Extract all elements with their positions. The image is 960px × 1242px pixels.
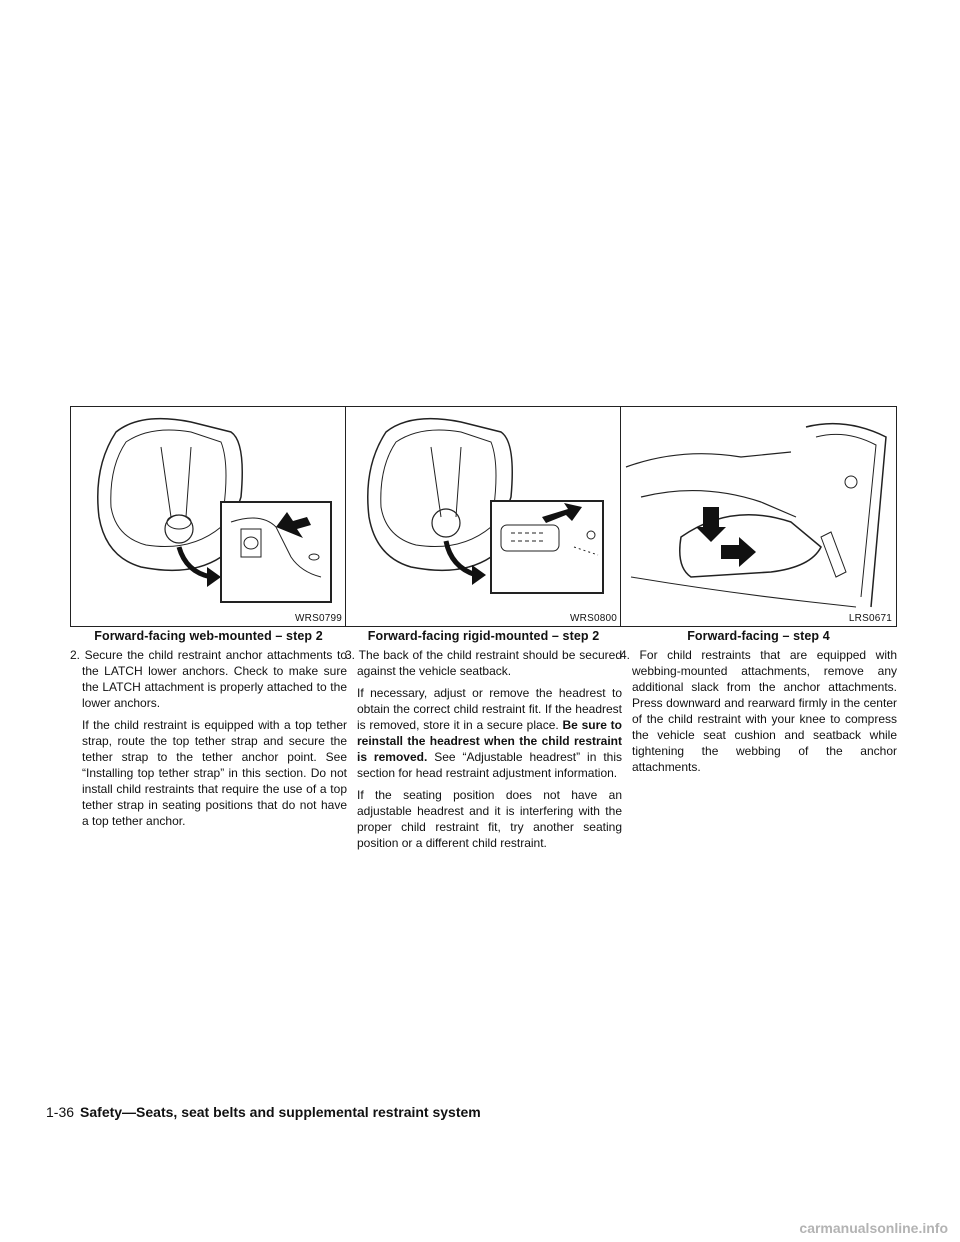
figure-caption: Forward-facing web-mounted – step 2 xyxy=(94,629,323,643)
child-seat-web-mounted-illustration xyxy=(71,407,346,626)
figure-caption: Forward-facing rigid-mounted – step 2 xyxy=(367,629,600,643)
column-1 xyxy=(70,406,347,829)
step-3-headrest-intro: If necessary, adjust or remove the headrest to obtain the correct child restraint fit. If the headrest is removed, store it in a secure place. xyxy=(357,686,622,732)
step-3-alternate-text: If the seating position does not have an adjustable headrest and it is interfering with the proper child restraint fit, try another seating position or a different child restraint. xyxy=(357,788,622,850)
figure-code: LRS0671 xyxy=(848,613,892,624)
figure-rigid-mounted xyxy=(345,406,622,627)
knee-press-illustration xyxy=(621,407,896,626)
figure-code: WRS0800 xyxy=(570,613,617,624)
step-2-text: 2. Secure the child restraint anchor attachments to the LATCH lower anchors. Check to make sure the LATCH attachment is properly attached to the lower anchors. xyxy=(70,648,347,710)
figure-forward-facing-step4 xyxy=(620,406,897,627)
page-footer xyxy=(46,1104,481,1120)
step-2-tether-text: If the child restraint is equipped with a top tether strap, route the top tether strap and secure the tether strap to the tether anchor point. See “Installing top tether strap” in this section. Do not install child restraints that require the use of a top tether strap in seating positions that do not have a top tether anchor. xyxy=(82,718,347,828)
step-3-headrest-text xyxy=(357,685,622,781)
step-3-headrest-warning: Be sure to reinstall the headrest when the child restraint is removed. xyxy=(357,718,622,764)
child-seat-rigid-mounted-illustration xyxy=(346,407,621,626)
column-2 xyxy=(345,406,622,851)
step-4-text: 4. For child restraints that are equipped with webbing-mounted attachments, remove any additional slack from the anchor attachments. Press downward and rearward firmly in the center of the child restraint with your knee to compress the vehicle seat cushion and seatback while tightening the webbing of the anchor attachments. xyxy=(620,648,897,774)
figure-code: WRS0799 xyxy=(295,613,342,624)
figure-web-mounted xyxy=(70,406,347,627)
watermark[interactable]: carmanualsonline.info xyxy=(799,1220,948,1236)
step-3-headrest-ref: See “Adjustable headrest” in this section for head restraint adjustment information. xyxy=(357,750,622,780)
section-title: Safety—Seats, seat belts and supplemental restraint system xyxy=(80,1104,481,1120)
page-number: 1-36 xyxy=(46,1104,75,1120)
step-3-text: 3. The back of the child restraint should be secured against the vehicle seatback. xyxy=(345,648,622,678)
figure-caption: Forward-facing – step 4 xyxy=(687,629,830,643)
column-3 xyxy=(620,406,897,780)
